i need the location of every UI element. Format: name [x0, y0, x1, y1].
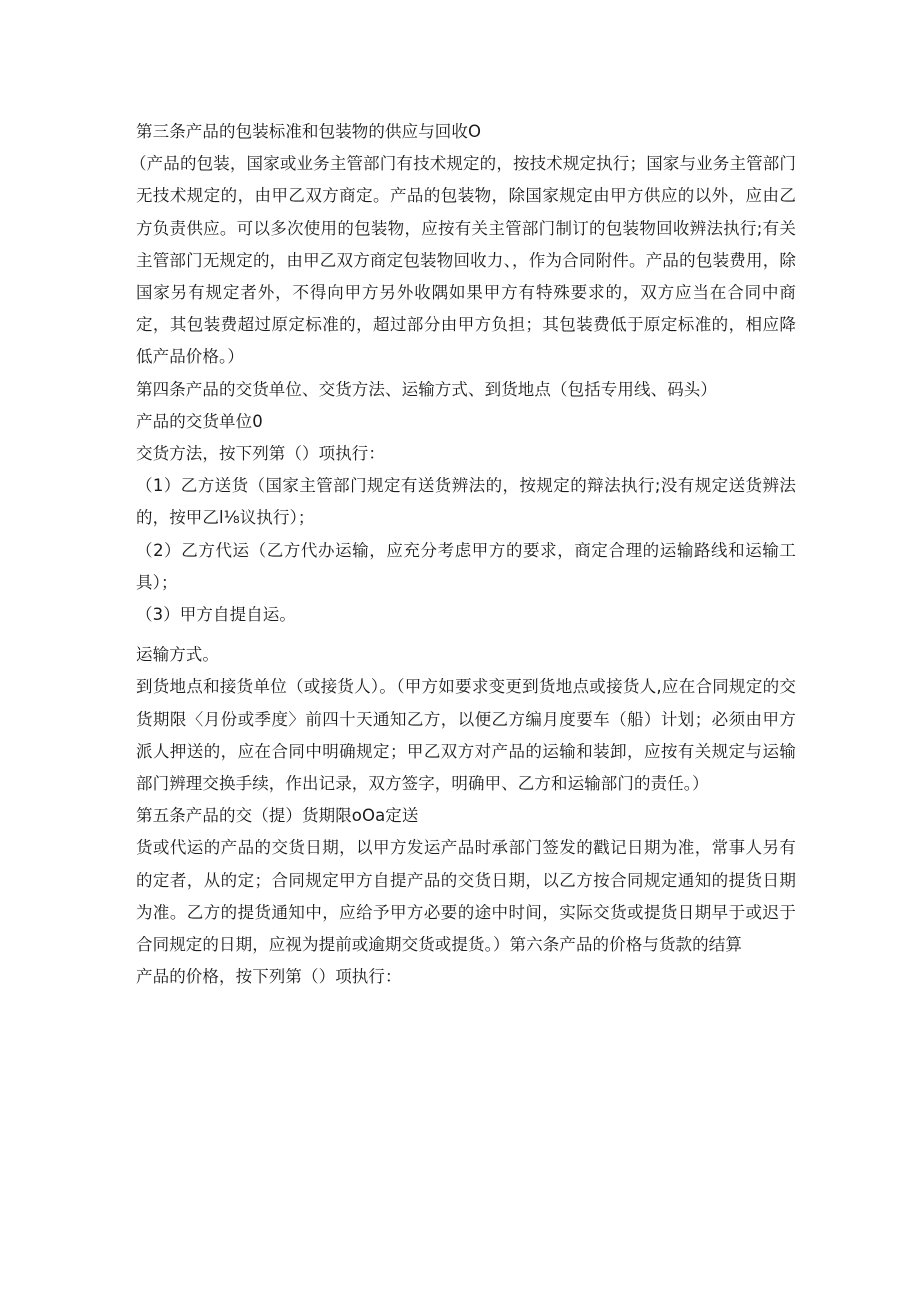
- delivery-option-2: （2）乙方代运（乙方代办运输，应充分考虑甲方的要求，商定合理的运输路线和运输工具）；: [136, 540, 796, 592]
- delivery-method-line: 交货方法，按下列第（）项执行：: [136, 444, 385, 464]
- delivery-option-3: （3）甲方自提自运。: [136, 605, 296, 625]
- destination-paragraph: 到货地点和接货单位（或接货人）。（甲方如要求变更到货地点或接货人,应在合同规定的交货期限〈月份或季度〉前四十天通知乙方，以便乙方编月度要车（船）计划；必须由甲方派人押送的，应在合同中明确规定；甲乙双方对产品的运输和装卸，应按有关规定与运输部门辨理交换手续，作出记录，双方签字，明确甲、乙方和运输部门的责任。）: [136, 677, 796, 794]
- article-4-heading: 第四条产品的交货单位、交货方法、运输方式、到货地点（包括专用线、码头）: [136, 379, 717, 399]
- article-3-heading: 第三条产品的包装标准和包装物的供应与回收O: [136, 122, 482, 141]
- delivery-option-1: （1）乙方送货（国家主管部门规定有送货辨法的，按规定的辩法执行;没有规定送货辨法的，按甲乙l⅛议执行）；: [136, 476, 796, 528]
- price-method-line: 产品的价格，按下列第（）项执行：: [136, 967, 402, 987]
- document-body: [130, 116, 796, 993]
- article-5-heading: 第五条产品的交（提）货期限oOa定送: [136, 806, 419, 826]
- article-5-body: 货或代运的产品的交货日期，以甲方发运产品时承部门签发的戳记日期为准，常事人另有的定者，从的定；合同规定甲方自提产品的交货日期，以乙方按合同规定通知的提货日期为准。乙方的提货通知中，应给予甲方必要的途中时间，实际交货或提货日期早于或迟于合同规定的日期，应视为提前或逾期交货或提货。）第六条产品的价格与货款的结算: [136, 838, 796, 955]
- article-3-body: （产品的包装，国家或业务主管部门有技术规定的，按技术规定执行；国家与业务主管部门无技术规定的，由甲乙双方商定。产品的包装物，除国家规定由甲方供应的以外，应由乙方负责供应。可以多次使用的包装物，应按有关主管部门制订的包装物回收辨法执行;有关主管部门无规定的，由甲乙双方商定包装物回收力、，作为合同附件。产品的包装费用，除国家另有规定者外，不得向甲方另外收隅如果甲方有特殊要求的，双方应当在合同中商定，其包装费超过原定标准的，超过部分由甲方负担；其包装费低于原定标准的，相应降低产品价格。）: [130, 154, 796, 367]
- paragraph-gap: [136, 631, 796, 639]
- transport-method-line: 运输方式。: [136, 645, 219, 665]
- delivery-unit-line: 产品的交货单位0: [136, 411, 263, 431]
